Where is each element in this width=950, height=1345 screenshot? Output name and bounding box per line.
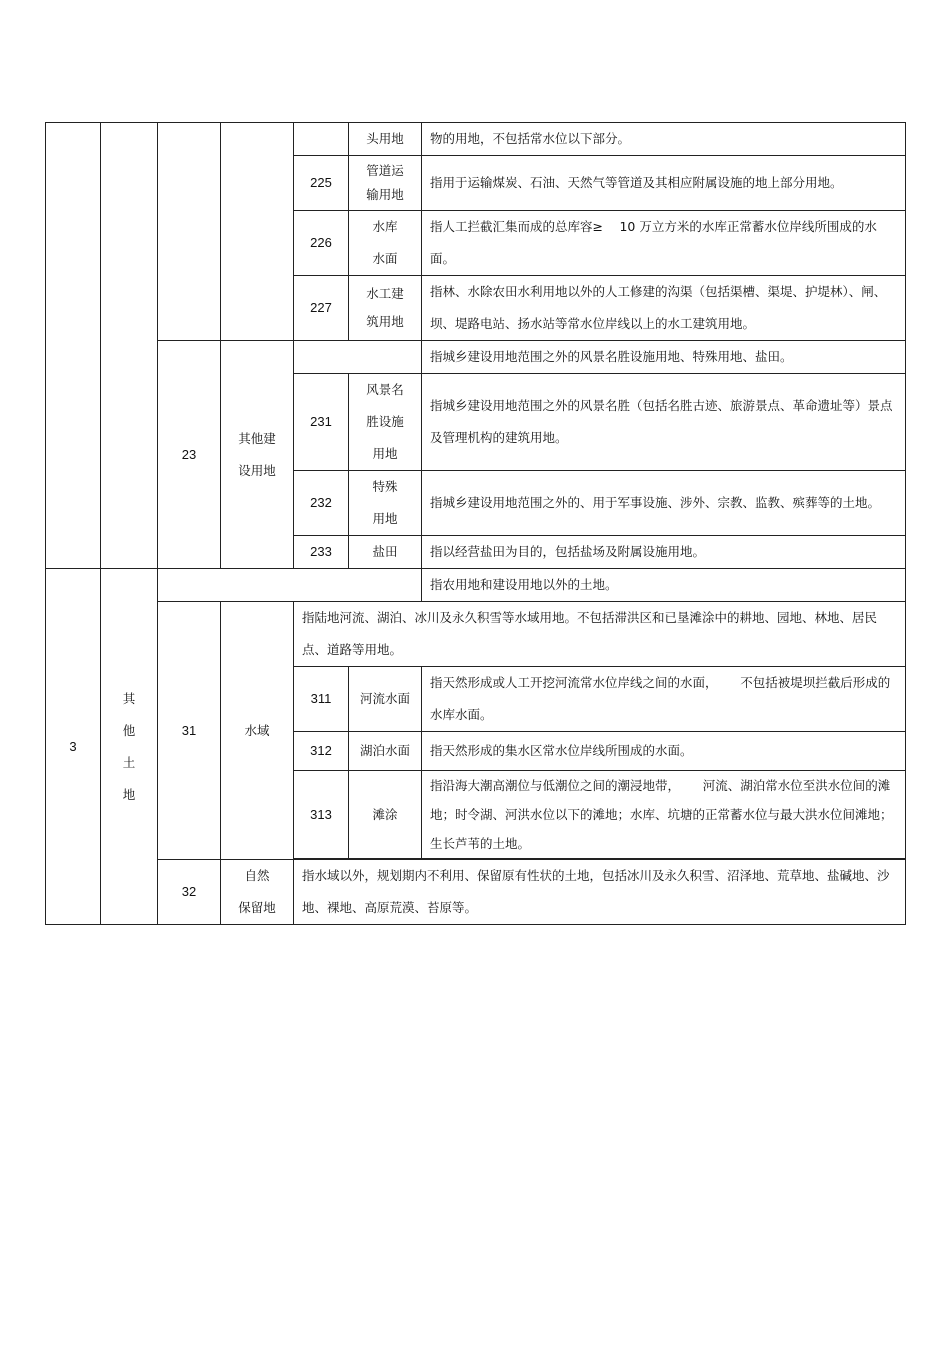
medium-description: 指陆地河流、湖泊、冰川及永久积雪等水域用地。不包括滞洪区和已垦滩涂中的耕地、园地、林地、居民点、道路等用地。 [294,602,906,667]
minor-description: 指人工拦截汇集而成的总库容≥ 10 万立方米的水库正常蓄水位岸线所围成的水面。 [422,211,906,276]
minor-code: 227 [294,276,349,341]
major-name-cell [101,123,158,569]
table-row [46,602,906,667]
minor-name: 头用地 [349,123,422,156]
minor-name: 风景名 胜设施 用地 [349,374,422,471]
minor-code: 231 [294,374,349,471]
medium-name: 自然 保留地 [221,860,294,925]
medium-description: 指水域以外，规划期内不利用、保留原有性状的土地，包括冰川及永久积雪、沼泽地、荒草地、盐碱地、沙地、裸地、高原荒漠、苔原等。 [294,860,906,925]
minor-code: 225 [294,156,349,211]
minor-code: 226 [294,211,349,276]
medium-name: 其他建 设用地 [221,341,294,569]
minor-name: 管道运 输用地 [349,156,422,211]
minor-code: 312 [294,732,349,771]
minor-code: 313 [294,771,349,859]
medium-code: 23 [158,341,221,569]
table-row [46,860,906,925]
minor-description: 指城乡建设用地范围之外的风景名胜（包括名胜古迹、旅游景点、革命遗址等）景点及管理机构的建筑用地。 [422,374,906,471]
medium-name-cell [221,123,294,341]
medium-code: 32 [158,860,221,925]
major-description: 指农用地和建设用地以外的土地。 [422,569,906,602]
land-use-classification-table [45,122,906,925]
medium-code: 31 [158,602,221,860]
minor-name: 特殊 用地 [349,471,422,536]
minor-code: 311 [294,667,349,732]
medium-description: 指城乡建设用地范围之外的风景名胜设施用地、特殊用地、盐田。 [422,341,906,374]
minor-name: 河流水面 [349,667,422,732]
table-row [46,569,906,602]
minor-description: 指城乡建设用地范围之外的、用于军事设施、涉外、宗教、监教、殡葬等的土地。 [422,471,906,536]
minor-name: 滩涂 [349,771,422,859]
table-row [46,123,906,156]
minor-name: 水工建 筑用地 [349,276,422,341]
minor-name: 湖泊水面 [349,732,422,771]
table-row [46,341,906,374]
major-code: 3 [46,569,101,925]
medium-name: 水域 [221,602,294,860]
minor-name: 水库 水面 [349,211,422,276]
minor-description: 指林、水除农田水利用地以外的人工修建的沟渠（包括渠槽、渠堤、护堤林）、闸、坝、堤路电站、扬水站等常水位岸线以上的水工建筑用地。 [422,276,906,341]
minor-description: 物的用地，不包括常水位以下部分。 [422,123,906,156]
minor-description: 指用于运输煤炭、石油、天然气等管道及其相应附属设施的地上部分用地。 [422,156,906,211]
minor-name: 盐田 [349,536,422,569]
major-name: 其 他 土 地 [101,569,158,925]
minor-description: 指以经营盐田为目的，包括盐场及附属设施用地。 [422,536,906,569]
blank-cell [294,341,422,374]
minor-code: 233 [294,536,349,569]
blank-cell [158,569,422,602]
medium-code-cell [158,123,221,341]
minor-code-cell [294,123,349,156]
major-code-cell [46,123,101,569]
minor-description: 指天然形成的集水区常水位岸线所围成的水面。 [422,732,906,771]
minor-code: 232 [294,471,349,536]
minor-description: 指天然形成或人工开挖河流常水位岸线之间的水面， 不包括被堤坝拦截后形成的水库水面。 [422,667,906,732]
minor-description: 指沿海大潮高潮位与低潮位之间的潮浸地带， 河流、湖泊常水位至洪水位间的滩地；时令湖、河洪水位以下的滩地；水库、坑塘的正常蓄水位与最大洪水位间滩地；生长芦苇的土地。 [422,771,906,859]
